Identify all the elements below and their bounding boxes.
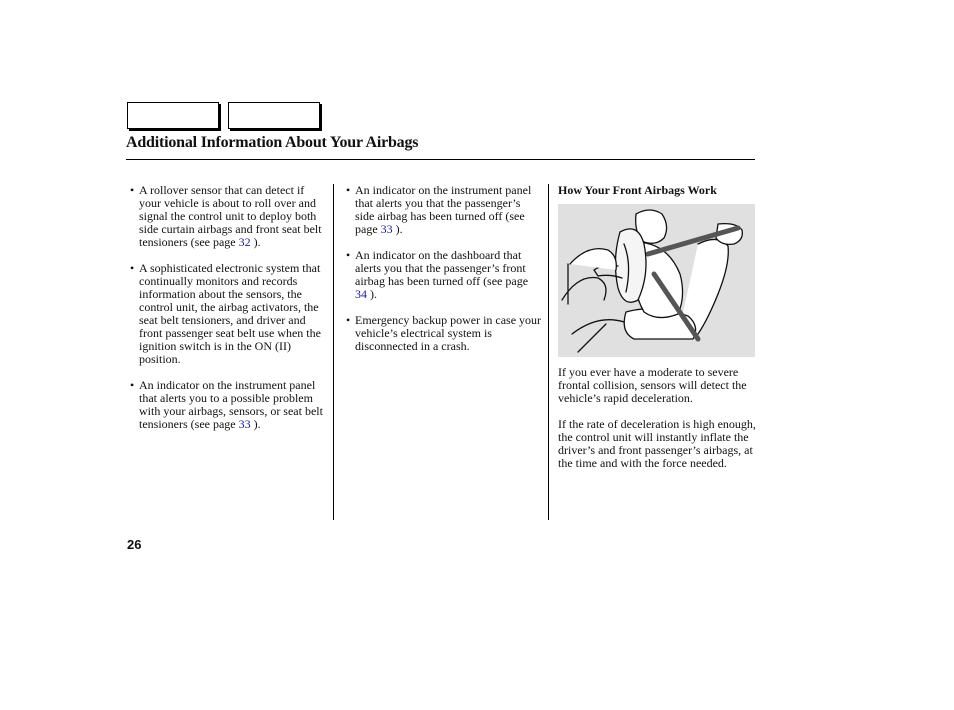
bullet-text-end: ). [250,235,261,249]
page-link[interactable]: 33 [238,417,251,431]
bullet-dot: • [346,248,351,262]
nav-tab-2[interactable] [228,102,320,129]
list-item [130,184,326,249]
bullet-dot: • [346,313,351,327]
bullet-text-end: ). [250,417,261,431]
bullet-dot: • [130,378,135,392]
column-3 [558,184,756,483]
bullet-text: A sophisticated electronic system that continually monitors and records information about the sensors, the control unit, the airbag activators, the seat belt tensioners, and driver and front passenger seat belt use when the ignition switch is in the ON (II) position. [139,261,321,366]
bullet-dot: • [130,183,135,197]
column-2 [346,184,542,366]
bullet-dot: • [346,183,351,197]
bullet-text: A rollover sensor that can detect if your vehicle is about to roll over and signal the control unit to deploy both side curtain airbags and front seat belt tensioners (see page [139,183,322,249]
section-heading: How Your Front Airbags Work [558,183,717,197]
title-rule [126,159,755,160]
bullet-text: Emergency backup power in case your vehicle’s electrical system is disconnected in a crash. [355,313,542,353]
airbag-illustration [558,204,755,357]
list-item [346,314,542,353]
list-item [130,262,326,366]
page-link[interactable]: 33 [380,222,393,236]
bullet-text: An indicator on the dashboard that alerts you that the passenger’s front airbag has been turned off (see page [355,248,529,288]
column-divider-2 [548,184,549,520]
bullet-dot: • [130,261,135,275]
paragraph: If the rate of deceleration is high enough, the control unit will instantly inflate the driver’s and front passenger’s airbags, at the time and with the force needed. [558,417,756,470]
column-divider-1 [333,184,334,520]
list-item [346,184,542,236]
list-item [130,379,326,431]
bullet-text: An indicator on the instrument panel that alerts you that the passenger’s side airbag has been turned off (see page [355,183,532,236]
airbag-diagram-icon [558,204,755,357]
page-title: Additional Information About Your Airbags [126,134,419,151]
page-link[interactable]: 34 [355,287,367,301]
bullet-text-end: ). [367,287,377,301]
bullet-text-end: ). [392,222,403,236]
list-item [346,249,542,301]
nav-tab-1[interactable] [127,102,219,129]
paragraph: If you ever have a moderate to severe frontal collision, sensors will detect the vehicle’s rapid deceleration. [558,365,747,405]
page-number: 26 [127,537,142,552]
column-1 [130,184,326,444]
page-link[interactable]: 32 [238,235,251,249]
bullet-text: An indicator on the instrument panel that alerts you to a possible problem with your airbags, sensors, or seat belt tensioners (see page [139,378,323,431]
